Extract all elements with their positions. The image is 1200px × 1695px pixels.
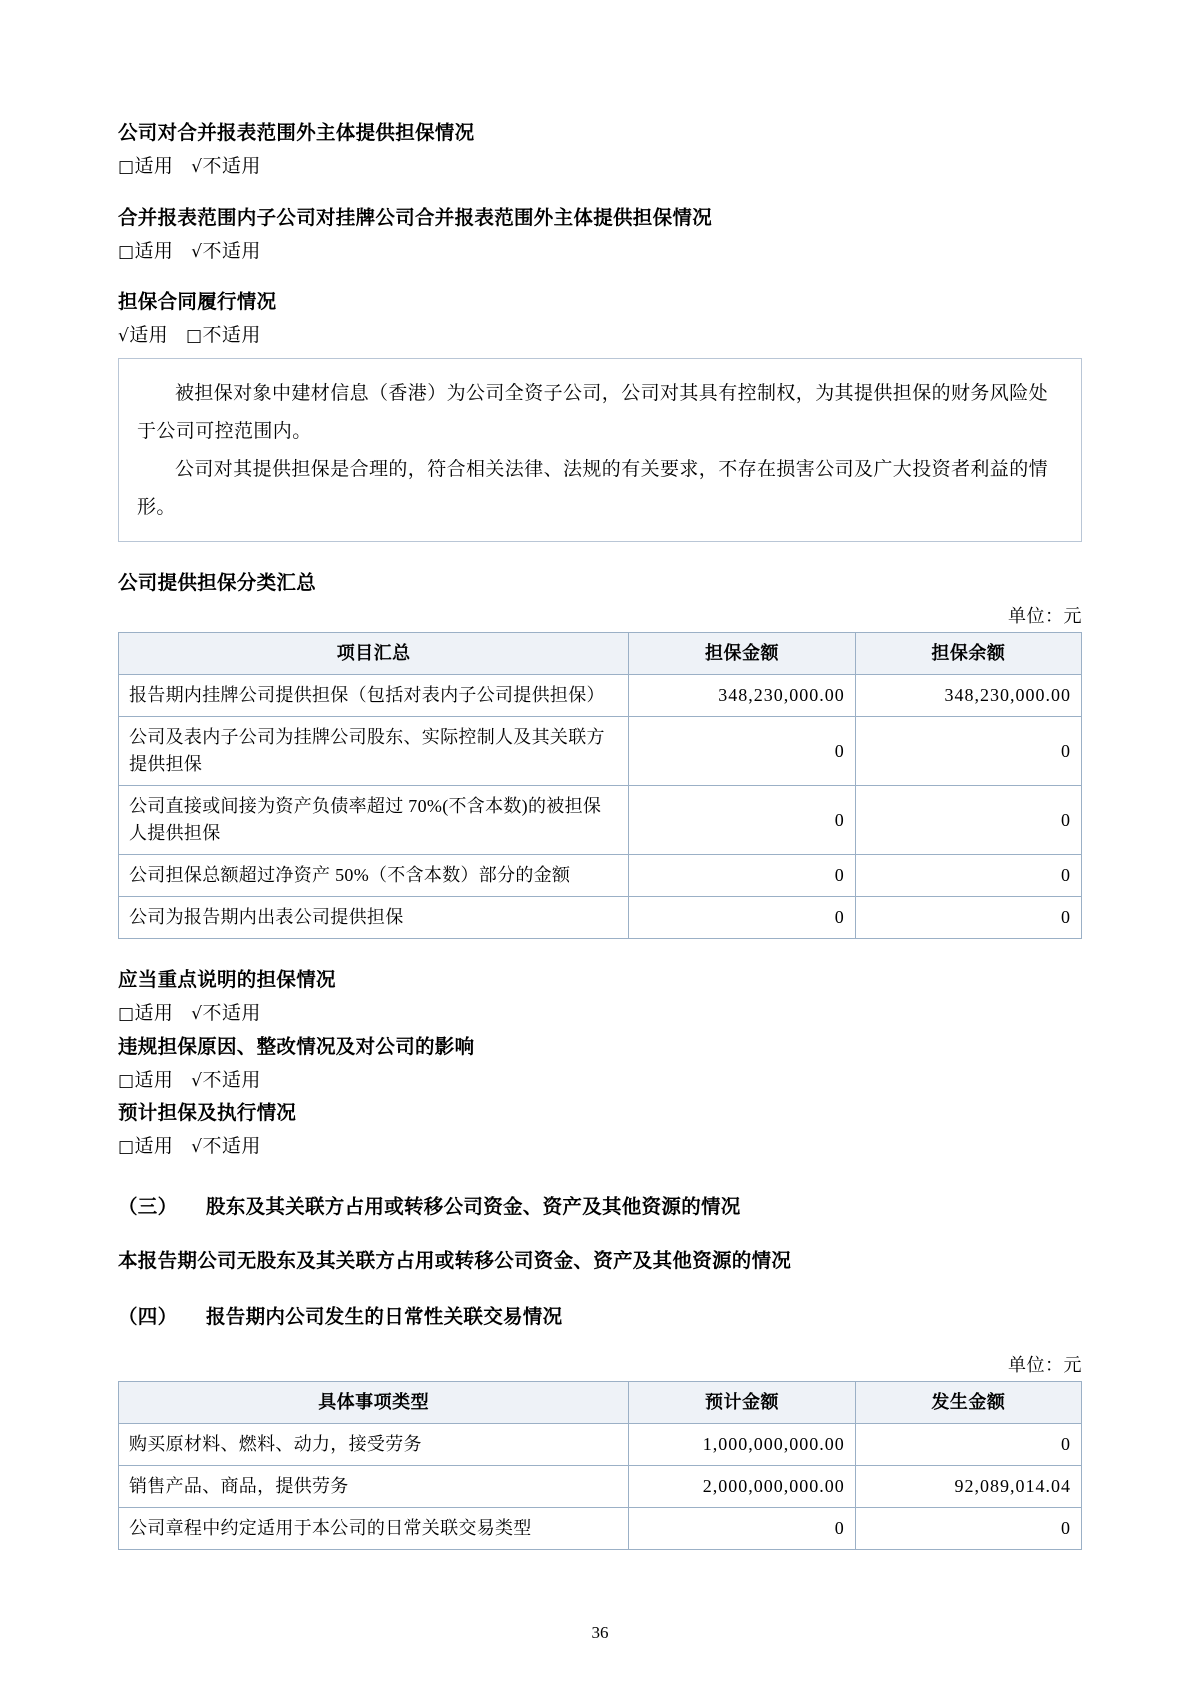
applicability-line xyxy=(118,321,1082,351)
checkbox-unchecked-icon[interactable]: □ xyxy=(118,241,135,262)
not-applicable-label: 不适用 xyxy=(202,325,261,347)
checkbox-unchecked-icon[interactable]: □ xyxy=(118,157,135,178)
checkbox-checked-icon[interactable]: √ xyxy=(191,1004,203,1025)
not-applicable-label: 不适用 xyxy=(202,1003,261,1025)
column-header-type: 具体事项类型 xyxy=(119,1381,629,1423)
applicable-label: 适用 xyxy=(134,1136,174,1158)
row-actual: 92,089,014.04 xyxy=(855,1465,1081,1507)
unit-label: 单位：元 xyxy=(1008,1354,1082,1375)
section-heading: 公司对合并报表范围外主体提供担保情况 xyxy=(118,122,475,144)
item-four-title: 报告期内公司发生的日常性关联交易情况 xyxy=(206,1305,563,1328)
applicability-line xyxy=(118,152,1082,182)
table-row xyxy=(119,1465,1082,1507)
section-heading: 预计担保及执行情况 xyxy=(118,1102,297,1125)
row-label: 公司为报告期内出表公司提供担保 xyxy=(119,897,629,939)
not-applicable-label: 不适用 xyxy=(202,156,261,178)
row-label: 公司直接或间接为资产负债率超过 70%(不含本数)的被担保人提供担保 xyxy=(119,786,629,855)
row-amount: 0 xyxy=(629,855,855,897)
table-header-row xyxy=(119,1381,1082,1423)
guarantee-summary-heading: 公司提供担保分类汇总 xyxy=(118,571,317,594)
row-expected: 0 xyxy=(629,1507,855,1549)
checkbox-checked-icon[interactable]: √ xyxy=(191,241,203,262)
column-header-balance: 担保余额 xyxy=(855,633,1081,675)
row-amount: 0 xyxy=(629,786,855,855)
row-actual: 0 xyxy=(855,1507,1081,1549)
checkbox-checked-icon[interactable]: √ xyxy=(191,1070,203,1091)
note-paragraph-2: 公司对其提供担保是合理的，符合相关法律、法规的有关要求，不存在损害公司及广大投资者利益的情形。 xyxy=(137,458,1049,518)
column-header-amount: 担保金额 xyxy=(629,633,855,675)
row-balance: 0 xyxy=(855,786,1081,855)
checkbox-unchecked-icon[interactable]: □ xyxy=(118,1137,135,1158)
section-heading: 担保合同履行情况 xyxy=(118,291,277,314)
checkbox-unchecked-icon[interactable]: □ xyxy=(186,326,203,347)
not-applicable-label: 不适用 xyxy=(202,1069,261,1091)
table-row xyxy=(119,786,1082,855)
applicability-line xyxy=(118,999,1082,1029)
section-guarantee-outside-consolidation xyxy=(118,118,1082,183)
item-three-title: 股东及其关联方占用或转移公司资金、资产及其他资源的情况 xyxy=(206,1195,741,1218)
row-balance: 348,230,000.00 xyxy=(855,675,1081,717)
column-header-expected: 预计金额 xyxy=(629,1381,855,1423)
checkbox-checked-icon[interactable]: √ xyxy=(118,326,130,347)
table-header-row xyxy=(119,633,1082,675)
row-label: 公司章程中约定适用于本公司的日常关联交易类型 xyxy=(119,1507,629,1549)
checkbox-unchecked-icon[interactable]: □ xyxy=(118,1070,135,1091)
applicability-line xyxy=(118,1066,1082,1096)
row-label: 公司担保总额超过净资产 50%（不含本数）部分的金额 xyxy=(119,855,629,897)
table-row xyxy=(119,1507,1082,1549)
applicable-label: 适用 xyxy=(134,240,174,262)
applicability-line xyxy=(118,1132,1082,1162)
row-expected: 2,000,000,000.00 xyxy=(629,1465,855,1507)
table-row xyxy=(119,855,1082,897)
checkbox-checked-icon[interactable]: √ xyxy=(191,1137,203,1158)
applicable-label: 适用 xyxy=(134,1069,174,1091)
note-paragraph-1: 被担保对象中建材信息（香港）为公司全资子公司，公司对其具有控制权，为其提供担保的财务风险处于公司可控范围内。 xyxy=(137,382,1049,442)
row-label: 公司及表内子公司为挂牌公司股东、实际控制人及其关联方提供担保 xyxy=(119,717,629,786)
table-row xyxy=(119,675,1082,717)
page-number: 36 xyxy=(591,1623,609,1642)
row-label: 购买原材料、燃料、动力，接受劳务 xyxy=(119,1423,629,1465)
related-transaction-table xyxy=(118,1381,1082,1550)
section-key-guarantees xyxy=(118,965,1082,1030)
column-header-item: 项目汇总 xyxy=(119,633,629,675)
row-expected: 1,000,000,000.00 xyxy=(629,1423,855,1465)
row-amount: 0 xyxy=(629,897,855,939)
table-row xyxy=(119,897,1082,939)
checkbox-unchecked-icon[interactable]: □ xyxy=(118,1004,135,1025)
section-expected-guarantee xyxy=(118,1098,1082,1163)
table-row xyxy=(119,1423,1082,1465)
item-four-index: （四） xyxy=(118,1305,178,1328)
section-heading: 合并报表范围内子公司对挂牌公司合并报表范围外主体提供担保情况 xyxy=(118,206,713,229)
column-header-actual: 发生金额 xyxy=(855,1381,1081,1423)
not-applicable-label: 不适用 xyxy=(202,240,261,262)
item-three-statement: 本报告期公司无股东及其关联方占用或转移公司资金、资产及其他资源的情况 xyxy=(118,1249,792,1272)
guarantee-summary-table xyxy=(118,632,1082,939)
section-subsidiary-guarantee-outside-consolidation xyxy=(118,203,1082,268)
checkbox-checked-icon[interactable]: √ xyxy=(191,157,203,178)
applicable-label: 适用 xyxy=(134,156,174,178)
item-three-heading xyxy=(118,1191,1082,1219)
item-three-index: （三） xyxy=(118,1195,178,1218)
not-applicable-label: 不适用 xyxy=(202,1136,261,1158)
guarantee-note-box xyxy=(118,358,1082,542)
table-row xyxy=(119,717,1082,786)
applicable-label: 适用 xyxy=(129,325,169,347)
applicable-label: 适用 xyxy=(134,1003,174,1025)
section-guarantee-summary xyxy=(118,568,1082,939)
section-guarantee-contract-performance xyxy=(118,287,1082,542)
row-label: 报告期内挂牌公司提供担保（包括对表内子公司提供担保） xyxy=(119,675,629,717)
row-balance: 0 xyxy=(855,717,1081,786)
row-amount: 0 xyxy=(629,717,855,786)
row-actual: 0 xyxy=(855,1423,1081,1465)
item-four-heading xyxy=(118,1301,1082,1329)
row-amount: 348,230,000.00 xyxy=(629,675,855,717)
row-label: 销售产品、商品，提供劳务 xyxy=(119,1465,629,1507)
unit-label: 单位：元 xyxy=(1008,606,1082,627)
section-heading: 违规担保原因、整改情况及对公司的影响 xyxy=(118,1035,475,1058)
row-balance: 0 xyxy=(855,855,1081,897)
section-illegal-guarantee xyxy=(118,1032,1082,1097)
section-heading: 应当重点说明的担保情况 xyxy=(118,969,336,992)
applicability-line xyxy=(118,237,1082,267)
row-balance: 0 xyxy=(855,897,1081,939)
